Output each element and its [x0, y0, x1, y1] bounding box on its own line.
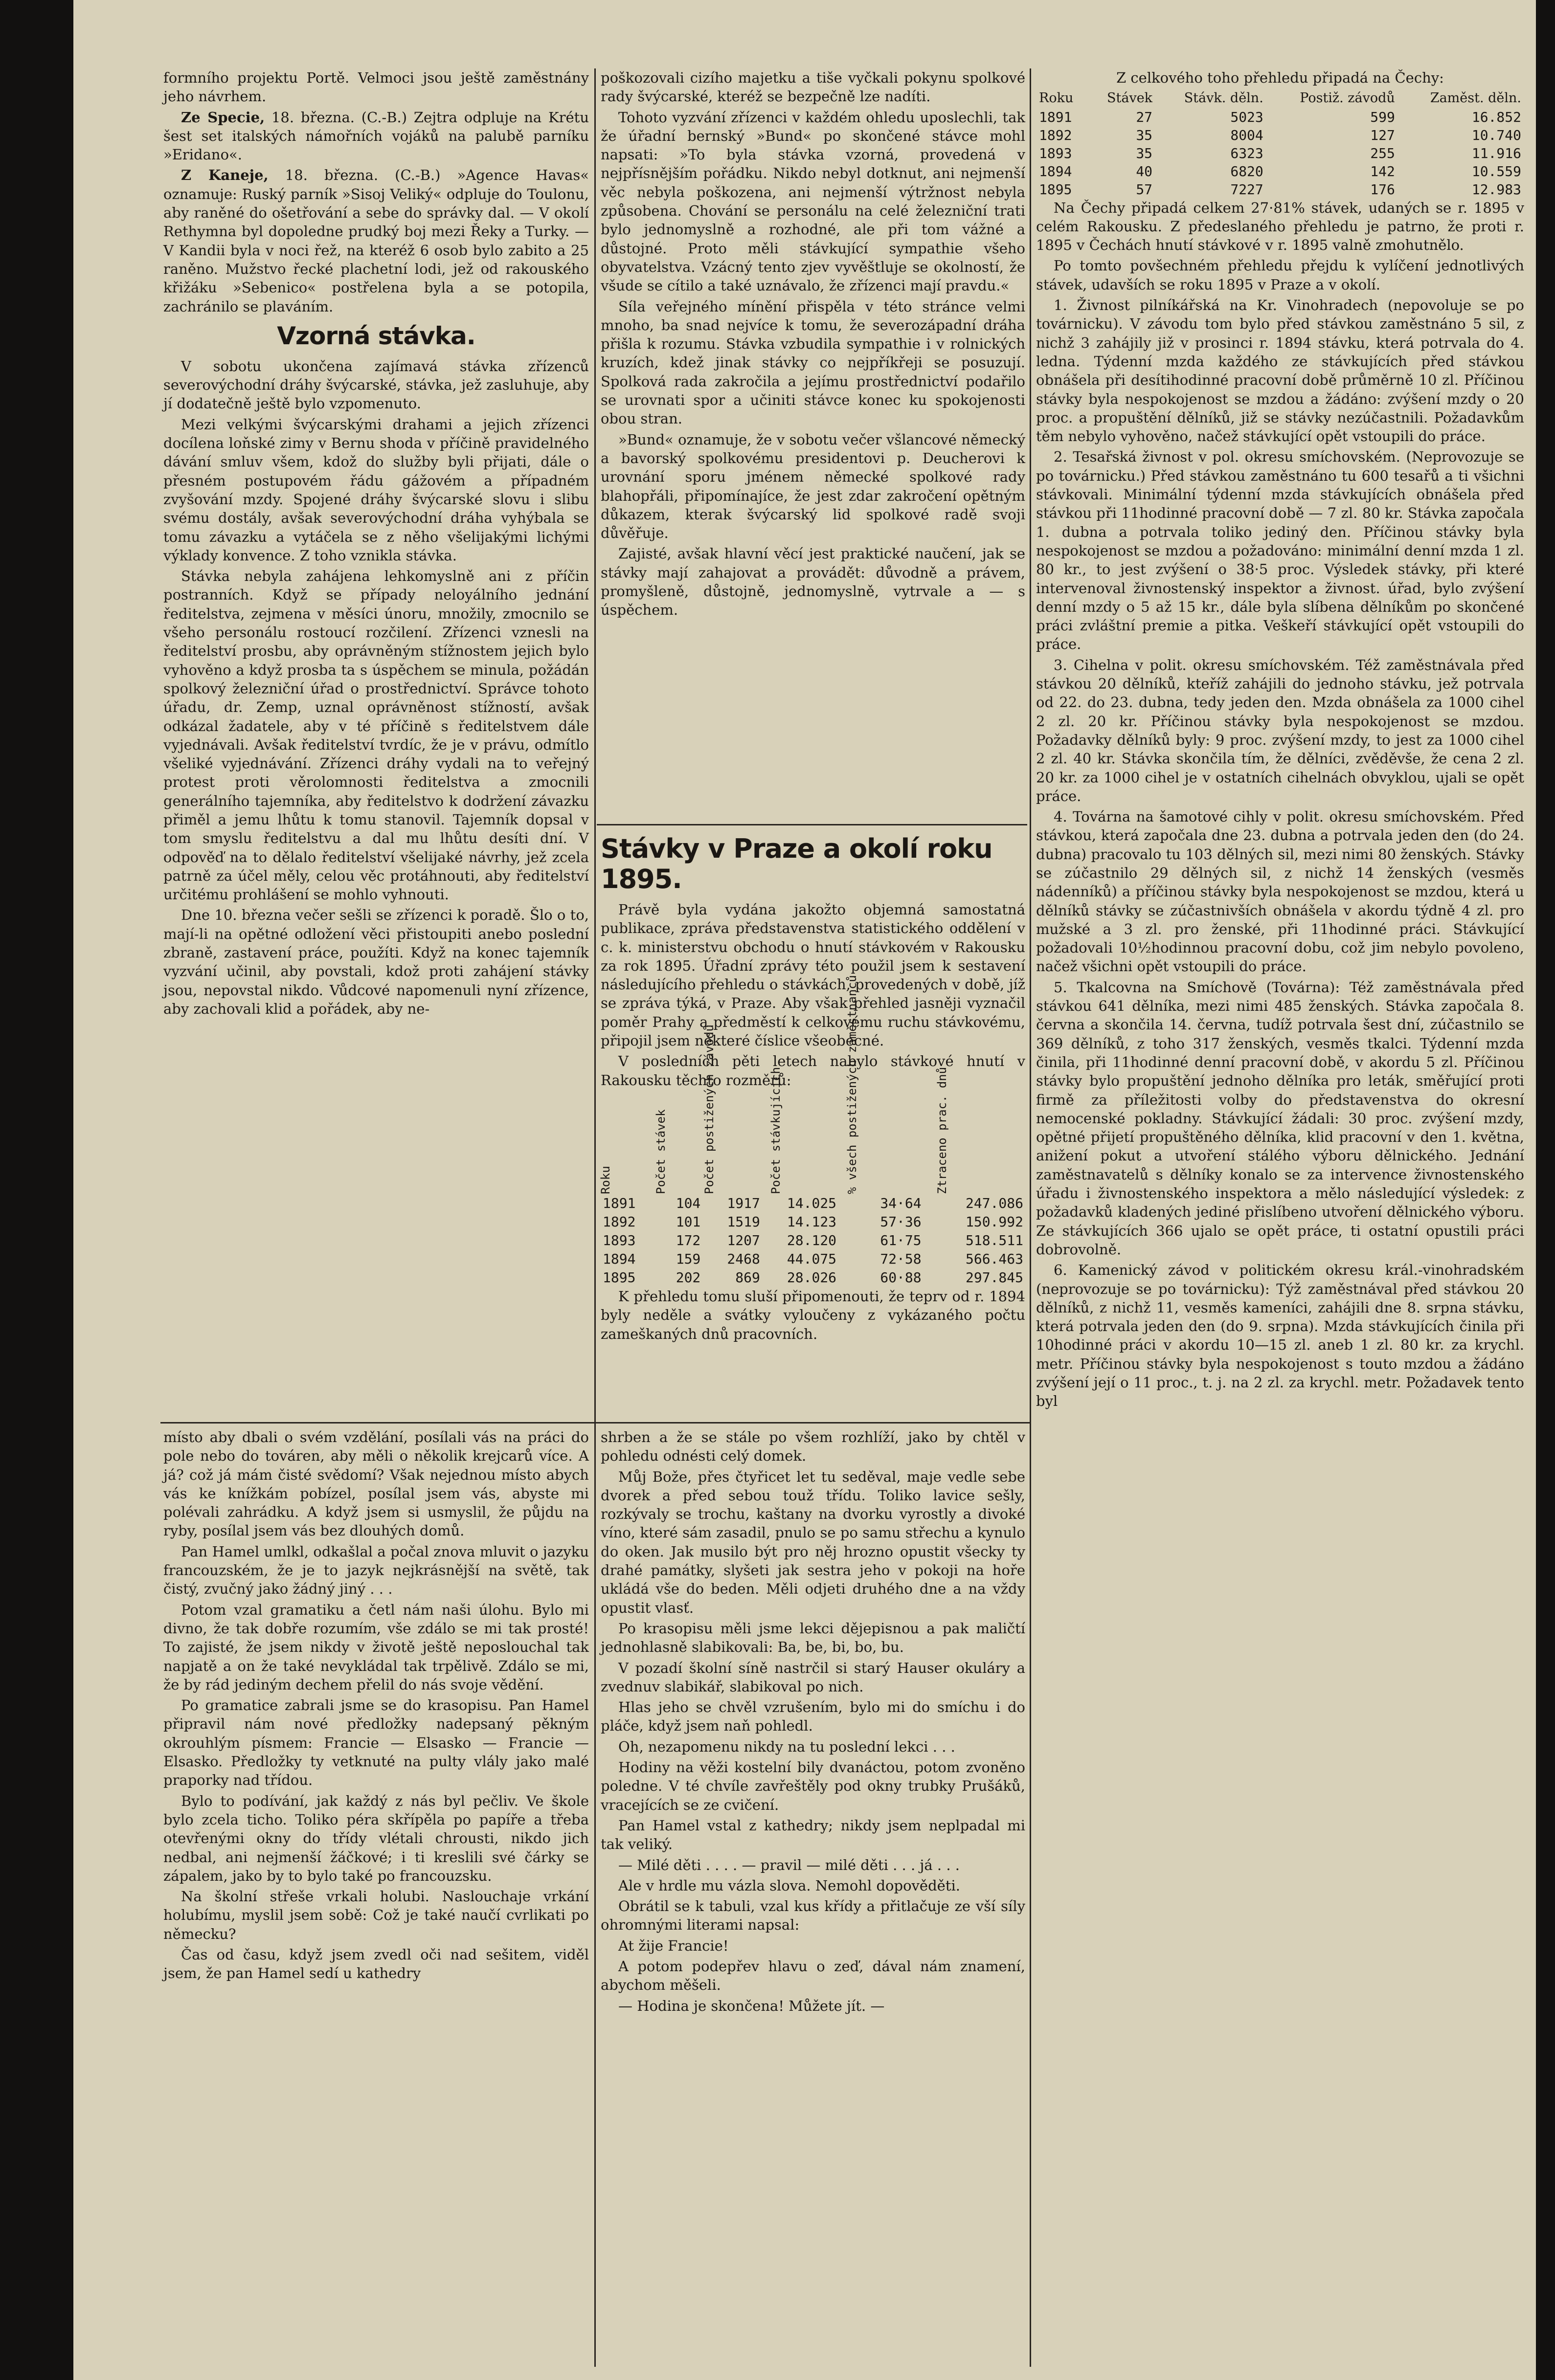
table-row — [601, 1231, 1025, 1250]
cell: 1207 — [727, 1232, 760, 1248]
vzorna-paragraph: V sobotu ukončena zajímavá stávka zřízenců severovýchodní dráhy švýcarské, stávka, jež zasluhuje, aby jí dodatečně ještě bylo vzpomenuto. — [163, 357, 589, 412]
table-header: Počet postižených závodů — [702, 1024, 717, 1194]
cell: 27 — [1136, 109, 1153, 125]
story-column-left — [160, 1428, 592, 2367]
table-header: Stávk. děln. — [1184, 90, 1263, 106]
column-2-stavky — [598, 829, 1028, 1418]
stavky-intro: V posledních pěti letech nabylo stávkové hnutí v Rakousku těchto rozměrů: — [601, 1053, 1025, 1089]
stavky-intro: Právě byla vydána jakožto objemná samostatná publikace, zpráva představenstva statistického oddělení v c. k. ministerstvu obchodu o hnutí stávkovém v Rakousku za rok 1895. Úřadní zprávy této použil jsem k sestavení následujícího přehledu o stávkách, provedených v době, jíž se zpráva týká, v Praze. Aby však přehled jasněji vyznačil poměr Prahy a předměstí k celkovému ruchu stávkovému, připojil jsem některé číslice všeobecné. — [601, 901, 1025, 1049]
story-paragraph: Pan Hamel vstal z kathedry; nikdy jsem neplpadal mi tak veliký. — [601, 1817, 1025, 1853]
cell: 104 — [676, 1195, 701, 1211]
cell: 127 — [1370, 127, 1395, 143]
stavky-top-rule — [597, 824, 1027, 825]
cell: 1519 — [727, 1213, 760, 1230]
table-header: Roku — [599, 1166, 612, 1194]
cell: 176 — [1370, 181, 1395, 198]
column-3 — [1033, 68, 1527, 2367]
story-paragraph: Potom vzal gramatiku a četl nám naši úlohu. Bylo mi divno, že tak dobře rozumím, vše zdálo se mi tak prosté! To zajisté, že jsem nikdy v životě ještě neposlouchal tak napjatě a on že také nevykládal tak trpělivě. Zdálo se mi, že by rád jediným dechem přelil do nás svoje vědění. — [163, 1601, 589, 1693]
table-row — [1036, 144, 1524, 162]
table-row — [601, 1213, 1025, 1231]
cell: 1895 — [603, 1269, 636, 1286]
column-rule-2 — [1030, 68, 1031, 2367]
col3-paragraph: Po tomto povšechném přehledu přejdu k vylíčení jednotlivých stávek, udavších se roku 1895 v Praze a v okolí. — [1036, 257, 1524, 293]
col3-paragraph: 2. Tesařská živnost v pol. okresu smíchovském. (Neprovozuje se po továrnicku.) Před stávkou zaměstnáno tu 600 tesařů a ti všichni stávkovali. Minimální týdenní mzda stávkujících obnášela před stávkou při 11hodinné pracovní době — 7 zl. 80 kr. Stávka započala 1. dubna a potrvala toliko jediný den. Příčinou stávky byla nespokojenost se mzdou a požadováno: minimální denní mzda 1 zl. 80 kr., to jest zvýšení o 38·5 proc. Výsledek stávky, při které intervenoval živnostenský inspektor a živnost. úřad, bylo zvýšení denní mzdy o 5 až 15 kr., dále byla slíbena dělníkům po skončené práci zvláštní premie a pitka. Veškeří stávkující opět vstoupili do práce. — [1036, 448, 1524, 653]
cell: 1893 — [1039, 145, 1072, 161]
cell: 247.086 — [965, 1195, 1023, 1211]
cell: 28.120 — [787, 1232, 837, 1248]
cell: 72·58 — [880, 1250, 922, 1267]
cechy-table-title: Z celkového toho přehledu připadá na Čechy: — [1116, 69, 1444, 86]
table-header: Stávek — [1107, 90, 1153, 106]
story-column-middle — [598, 1428, 1028, 2367]
cell: 14.025 — [787, 1195, 837, 1211]
table-row — [601, 1250, 1025, 1268]
column-2-top — [598, 68, 1028, 822]
story-paragraph: Po gramatice zabrali jsme se do krasopisu. Pan Hamel připravil nám nové předložky nadepsaný pěkným okrouhlým písmem: Francie — Elsasko — Francie — Elsasko. Předložky ty vetknuté na pulty vlály jako malé praporky nad třídou. — [163, 1697, 589, 1789]
table-header: Ztraceno prac. dnů — [935, 1067, 949, 1194]
table-row — [1036, 162, 1524, 180]
cell: 1895 — [1039, 181, 1072, 198]
table-header: Roku — [1039, 90, 1074, 106]
cell: 1894 — [1039, 163, 1072, 179]
column-1-top — [160, 68, 592, 1418]
cell: 10.740 — [1471, 127, 1521, 143]
story-paragraph: Hodiny na věži kostelní bily dvanáctou, potom zvoněno poledne. V té chvíle zavřeštěly pod okny trubky Prušáků, vracejících se ze cvičení. — [601, 1759, 1025, 1813]
table-row — [1036, 180, 1524, 199]
cell: 159 — [676, 1250, 701, 1267]
stavky-note: K přehledu tomu sluší připomenouti, že teprv od r. 1894 byly neděle a svátky vyloučeny z vykázaného počtu zameškaných dnů pracovních. — [601, 1288, 1025, 1342]
cell: 1891 — [603, 1195, 636, 1211]
cell: 40 — [1136, 163, 1153, 179]
story-paragraph: — Milé děti . . . . — pravil — milé děti . . . já . . . — [618, 1856, 960, 1873]
col3-paragraph: 3. Cihelna v polit. okresu smíchovském. Též zaměstnávala před stávkou 20 dělníků, kteříž zahájili do jednoho stávku, jež potrvala od 22. do 23. dubna, tedy jeden den. Mzda obnášela za 1000 cihel 2 zl. 20 kr. Příčinou stávky byla nespokojenost se mzdou. Požadavky dělníků byly: 9 proc. zvýšení mzdy, to jest za 1000 cihel 2 zl. 40 kr. Stávka skončila tím, že dělníci, zvěděvše, že cena 2 zl. 20 kr. za 1000 cihel je v ostatních cihelnách obvyklou, ujali se opět práce. — [1036, 656, 1524, 804]
cell: 14.123 — [787, 1213, 837, 1230]
story-paragraph: Čas od času, když jsem zvedl oči nad sešitem, viděl jsem, že pan Hamel sedí u kathedry — [163, 1946, 589, 1982]
cechy-strikes-table — [1036, 89, 1524, 198]
vzorna-paragraph: Stávka nebyla zahájena lehkomyslně ani z příčin postranních. Když se případy neloyálního jednání ředitelstva, zejmena v měsíci únoru, množily, zmocnilo se všeho personálu rostoucí rozčilení. Zřízenci vznesli na ředitelství prosbu, aby oprávněným stížnostem jejich bylo vyhověno a když prosba ta s úspěchem se minula, požádán spolkový železniční úřad o prostřednictví. Správce tohoto úřadu, dr. Zemp, uznal oprávněnost stížností, avšak odkázal žadatele, aby v té příčině s ředitelstvem dále vyjednávali. Avšak ředitelství tvrdíc, že je v právu, odmítlo všeliké vyjednávání. Zřízenci dráhy vydali na to veřejný protest proti věrolomnosti ředitelstva a zmocnili generálního tajemníka, aby ředitelstvo k dodržení závazku přiměl a jemu lhůtu k tomu stanovil. Tajemník dopsal v tom smyslu ředitelstvu a dal mu lhůtu desíti dní. V odpověď na to dělalo ředitelství všelijaké návrhy, jež zcela patrně za účel měly, celou věc protáhnouti, aby ředitelství určitému prohlášení se mohlo vyhnouti. — [163, 568, 589, 903]
col3-paragraph: 4. Továrna na šamotové cihly v polit. okresu smíchovském. Před stávkou, která započala dne 23. dubna a potrvala jeden den (do 24. dubna) pracovalo tu 103 dělných sil, mezi nimi 80 ženských. Stávky se zúčastnilo 29 dělných sil, z nichž 14 ženských (vesměs nádenníků) a příčinou stávky byla nespokojenost se mzdou, která u dělníků stávky se zúčastnivších obnášela v akordu týdně 4 zl. pro mužské a 3 zl. pro ženské, při 11hodinné práci. Stávkující požadovali 10½hodinnou pracovní dobu, což jim nebylo povoleno, načež všichni opět vstoupili do práce. — [1036, 808, 1524, 975]
vzorna-continued: Zajisté, avšak hlavní věcí jest praktické naučení, jak se stávky mají zahajovat a provádět: důvodně a právem, promyšleně, důstojně, jednomyslně, vytrvale a — s úspěchem. — [601, 545, 1025, 619]
cell: 566.463 — [965, 1250, 1023, 1267]
table-header: Počet stávek — [654, 1109, 668, 1194]
cell: 6820 — [1230, 163, 1263, 179]
story-paragraph: místo aby dbali o svém vzdělání, posílali vás na práci do pole nebo do továren, aby měli o několik krejcarů více. A já? což já mám čisté svědomí? Však nejednou místo abych vás ke knížkám pobízel, posílal jsem vás, abyste mi polévali zahrádku. A když jsem si usmyslil, že půjdu na ryby, posílal jsem vás bez dlouhých domů. — [163, 1429, 589, 1539]
cell: 1892 — [1039, 127, 1072, 143]
cell: 8004 — [1230, 127, 1263, 143]
paragraph-portе: formního projektu Portě. Velmoci jsou ještě zaměstnány jeho návrhem. — [163, 69, 589, 105]
cell: 1892 — [603, 1213, 636, 1230]
cell: 61·75 — [880, 1232, 922, 1248]
cell: 6323 — [1230, 145, 1263, 161]
news-specie-text: 18. března. (C.-B.) Zejtra odpluje na Krétu šest set italských námořních vojáků na palubě parníku »Eridano«. — [163, 109, 589, 163]
cell: 518.511 — [965, 1232, 1023, 1248]
story-paragraph: Bylo to podívání, jak každý z nás byl pečliv. Ve škole bylo zcela ticho. Toliko péra skřípěla po papíře a třeba otevřenými okny do třídy vlétali chrousti, nikdo jich nedbal, ani nejmenší žáčkové; i ti kreslili své čárky se zápalem, jako by to bylo také po francouzsku. — [163, 1792, 589, 1884]
cell: 1891 — [1039, 109, 1072, 125]
cell: 10.559 — [1471, 163, 1521, 179]
news-kaneje — [163, 166, 589, 315]
table-row — [1036, 108, 1524, 126]
dateline-kaneje: Z Kaneje, — [181, 167, 269, 184]
story-paragraph: V pozadí školní síně nastrčil si starý Hauser okuláry a zvednuv slabikář, slabikoval po nich. — [601, 1659, 1025, 1695]
table-row — [601, 1268, 1025, 1287]
cell: 11.916 — [1471, 145, 1521, 161]
story-paragraph: Pan Hamel umlkl, odkašlal a počal znova mluvit o jazyku francouzském, že je to jazyk nejkrásnější na světě, tak čistý, zvučný jako žádný jiný . . . — [163, 1543, 589, 1598]
story-paragraph: — Hodina je skončena! Můžete jít. — — [618, 1997, 885, 2014]
cell: 255 — [1370, 145, 1395, 161]
cell: 1893 — [603, 1232, 636, 1248]
cell: 202 — [676, 1269, 701, 1286]
cell: 869 — [735, 1269, 760, 1286]
news-specie — [163, 108, 589, 164]
cell: 150.992 — [965, 1213, 1023, 1230]
cell: 57·36 — [880, 1213, 922, 1230]
cell: 57 — [1136, 181, 1153, 198]
cell: 12.983 — [1471, 181, 1521, 198]
story-paragraph: Na školní střeše vrkali holubi. Naslouchaje vrkání holubímu, myslil jsem sobě: Což je také naučí cvrlikati po německu? — [163, 1888, 589, 1942]
story-paragraph: Hlas jeho se chvěl vzrušením, bylo mi do smíchu i do pláče, když jsem naň pohledl. — [601, 1699, 1025, 1735]
cell: 599 — [1370, 109, 1395, 125]
col3-paragraph: 5. Tkalcovna na Smíchově (Továrna): Též zaměstnávala před stávkou 641 dělníka, mezi nimi 485 ženských. Stávka započala 8. června a skončila 14. června, tudíž potrvala šest dní, zúčastnilo se 369 dělníků, z toho 317 ženských, vesměs tkalci. Týdenní mzda činila, při 11hodinné denní pracovní době, v akordu 5 zl. Příčinou stávky bylo propuštění jednoho dělníka pro leták, směřující proti firmě za příležitosti volby do představenstva do okresní nemocenské pokladny. Stávkující žádali: 30 proc. zvýšení mzdy, opětné přijetí propuštěného dělníka, klid pracovní v den 1. května, anižení pokut a utvoření stálého výboru dělnického. Jednání zaměstnavatelů s dělníky konalo se za intervence živnostenského úřadu i živnostenského inspektora a mělo následující výsledek: z požadavků kladených jediné přislíbeno utvoření dělnického výboru. Ze stávkujících 366 ujalo se opět práce, ti ostatní opustili práci dobrovolně. — [1036, 979, 1524, 1258]
cell: 297.845 — [965, 1269, 1023, 1286]
story-paragraph: Ale v hrdle mu vázla slova. Nemohl dopověděti. — [618, 1877, 960, 1894]
story-paragraph: Po krasopisu měli jsme lekci dějepisnou a pak maličtí jednohlasně slabikovali: Ba, be, bi, bo, bu. — [601, 1620, 1025, 1656]
col3-paragraph: 6. Kamenický závod v politickém okresu král.-vinohradském (neprovozuje se po továrnicku): Týž zaměstnával před stávkou 20 dělníků, z nichž 11, vesměs kameníci, zahájili dne 8. srpna stávku, která potrvala jeden den (do 9. srpna). Mzda stávkujících činila při 10hodinné práci v akordu 10—15 zl. aneb 1 zl. 80 kr. za krychl. metr. Příčinou stávky byla nespokojenost s touto mzdou a žádáno zvýšení její o 11 proc., t. j. na 2 zl. za krychl. metr. Požadavek tento byl — [1036, 1262, 1524, 1410]
col3-paragraph: 1. Živnost pilníkářská na Kr. Vinohradech (nepovoluje se po továrnicku). V závodu tom bylo před stávkou zaměstnáno 5 sil, z nichž 3 zahájily již v prosinci r. 1894 stávku, která potrvala do 4. ledna. Týdenní mzda každého ze stávkujících před stávkou obnášela při desítihodinné pracovní době průměrně 10 zl. Příčinou stávky byla nespokojenost se mzdou a žádáno: zvýšení mzdy o 20 proc. a propuštění dělníků, již se stávky nezúčastnili. Požadavkům těm nebylo vyhověno, načež stávkující opět vstoupili do práce. — [1036, 297, 1524, 445]
story-paragraph: Obrátil se k tabuli, vzal kus křídy a přitlačuje ze vší síly ohromnými literami napsal: — [601, 1898, 1025, 1934]
heading-vzorna-stavka: Vzorná stávka. — [277, 321, 475, 350]
story-paragraph: At žije Francie! — [618, 1937, 729, 1954]
cell: 34·64 — [880, 1195, 922, 1211]
table-header: Zaměst. děln. — [1430, 90, 1521, 106]
cell: 142 — [1370, 163, 1395, 179]
cell: 7227 — [1230, 181, 1263, 198]
vzorna-continued: poškozovali cizího majetku a tiše vyčkali pokynu spolkové rady švýcarské, kteréž se bezpečně lze nadíti. — [601, 69, 1025, 105]
col3-paragraph: Na Čechy připadá celkem 27·81% stávek, udaných se r. 1895 v celém Rakousku. Z předeslaného přehledu je patrno, že proti r. 1895 v Čechách hnutí stávkové v r. 1895 valně zmohutnělo. — [1036, 199, 1524, 254]
table-header: Počet stávkujících — [768, 1067, 783, 1194]
table-row — [1036, 126, 1524, 144]
vzorna-continued: »Bund« oznamuje, že v sobotu večer všlancové německý a bavorský spolkovému presidentovi p. Deucherovi k urovnání sporu jménem německé spolkové rady blahopřáli, připomínajíce, že jest zdar zakročení opětným důkazem, kterak švýcarský lid spolkové radě svoji důvěřuje. — [601, 431, 1025, 542]
cell: 1917 — [727, 1195, 760, 1211]
cell: 2468 — [727, 1250, 760, 1267]
cell: 44.075 — [787, 1250, 837, 1267]
cell: 16.852 — [1471, 109, 1521, 125]
vzorna-continued: Tohoto vyzvání zřízenci v každém ohledu uposlechli, tak že úřadní bernský »Bund« po skončené stávce mohl napsati: »To byla stávka vzorná, provedená v nejpřísnějším pořádku. Nikdo nebyl dotknut, ani nejmenší věc nebyla poškozena, ani nejmenší výtržnost nebyla způsobena. Chování se personálu na celé železniční trati bylo jednomyslně a rozhodné, ale při tom vážné a důstojné. Proto měli stávkující sympathie všeho obyvatelstva. Vzácný tento zjev vyvěštluje se okolností, že všude se cítilo a také uznávalo, že zřízenci mají pravdu.« — [601, 109, 1025, 294]
story-paragraph: Oh, nezapomenu nikdy na tu poslední lekci . . . — [618, 1738, 955, 1755]
story-paragraph: Můj Bože, přes čtyřicet let tu seděval, maje vedle sebe dvorek a před sebou touž třídu. Toliko lavice sešly, rozkývaly se trochu, kaštany na dvorku vyrostly a divoké víno, které sám zasadil, pnulo se po samu střechu a kynulo do oken. Jak musilo být pro něj hrozno opustit všecky ty drahé památky, slyšeti jak sestra jeho v pokoji na hoře ukládá vše do beden. Měli odjeti druhého dne a na vždy opustit vlasť. — [601, 1468, 1025, 1616]
newspaper-page — [73, 0, 1536, 2380]
cell: 172 — [676, 1232, 701, 1248]
cell: 5023 — [1230, 109, 1263, 125]
table-header: % všech postižených zaměstnanců — [845, 975, 859, 1194]
dateline-specie: Ze Specie, — [181, 109, 265, 126]
section-rule — [160, 1422, 1030, 1424]
cell: 101 — [676, 1213, 701, 1230]
cell: 60·88 — [880, 1269, 922, 1286]
cell: 35 — [1136, 127, 1153, 143]
table-header: Postiž. závodů — [1300, 90, 1395, 106]
vzorna-paragraph: Mezi velkými švýcarskými drahami a jejich zřízenci docílena loňské zimy v Bernu shoda v příčině pravidelného dávání smluv všem, kdož do služby byli přijati, dále o přesném postupovém řádu gážovém a případném zvyšování mzdy. Spojené dráhy švýcarské slovu i slibu svému dostály, avšak severovýchodní dráha vyhýbala se tomu závazku a vytáčela se z něho všelijakými lichými výklady konvence. Z toho vznikla stávka. — [163, 416, 589, 564]
story-paragraph: A potom podepřev hlavu o zeď, dával nám znamení, abychom měšeli. — [601, 1958, 1025, 1994]
column-rule-1 — [594, 68, 596, 2367]
cell: 35 — [1136, 145, 1153, 161]
news-kaneje-text: 18. března. (C.-B.) »Agence Havas« oznamuje: Ruský parník »Sisoj Veliký« odpluje do Toulonu, aby raněné do ošetřování a sebe do správky dal. — V okolí Rethymna byl dopoledne prudký boj mezi Řeky a Turky. — V Kandii byla v noci řež, na kteréž 6 osob bylo zabito a 25 raněno. Mužstvo řecké plachetní lodi, jež od rakouského křižáku »Sebenico« postřelena byla a se potopila, zachránilo se plaváním. — [163, 167, 589, 315]
vzorna-paragraph: Dne 10. března večer sešli se zřízenci k poradě. Šlo o to, mají-li na opětné odložení věci přistoupiti anebo poslední zbraně, zastavení práce, použíti. Když na konec tajemník vyzvání učinil, aby povstali, kdož proti zahájení stávky jsou, nepovstal nikdo. Vůdcové napomenuli nyní zřízence, aby zachovali klid a pořádek, aby ne- — [163, 907, 589, 1017]
story-paragraph: shrben a že se stále po všem rozhlíží, jako by chtěl v pohledu odnésti celý domek. — [601, 1429, 1025, 1465]
heading-stavky: Stávky v Praze a okolí roku 1895. — [601, 833, 992, 894]
vzorna-continued: Síla veřejného mínění přispěla v této stránce velmi mnoho, ba snad nejvíce k tomu, že severozápadní dráha přišla k rozumu. Stávka vzbudila sympathie i v rolnických kruzích, kdež jinak stávky co nejpříkřeji se posuzují. Spolková rada zakročila a jejímu prostřednictví podařilo se urovnati spor a učiniti stávce konec ku spokojenosti obou stran. — [601, 298, 1025, 427]
cell: 28.026 — [787, 1269, 837, 1286]
cell: 1894 — [603, 1250, 636, 1267]
table-row — [601, 1194, 1025, 1213]
